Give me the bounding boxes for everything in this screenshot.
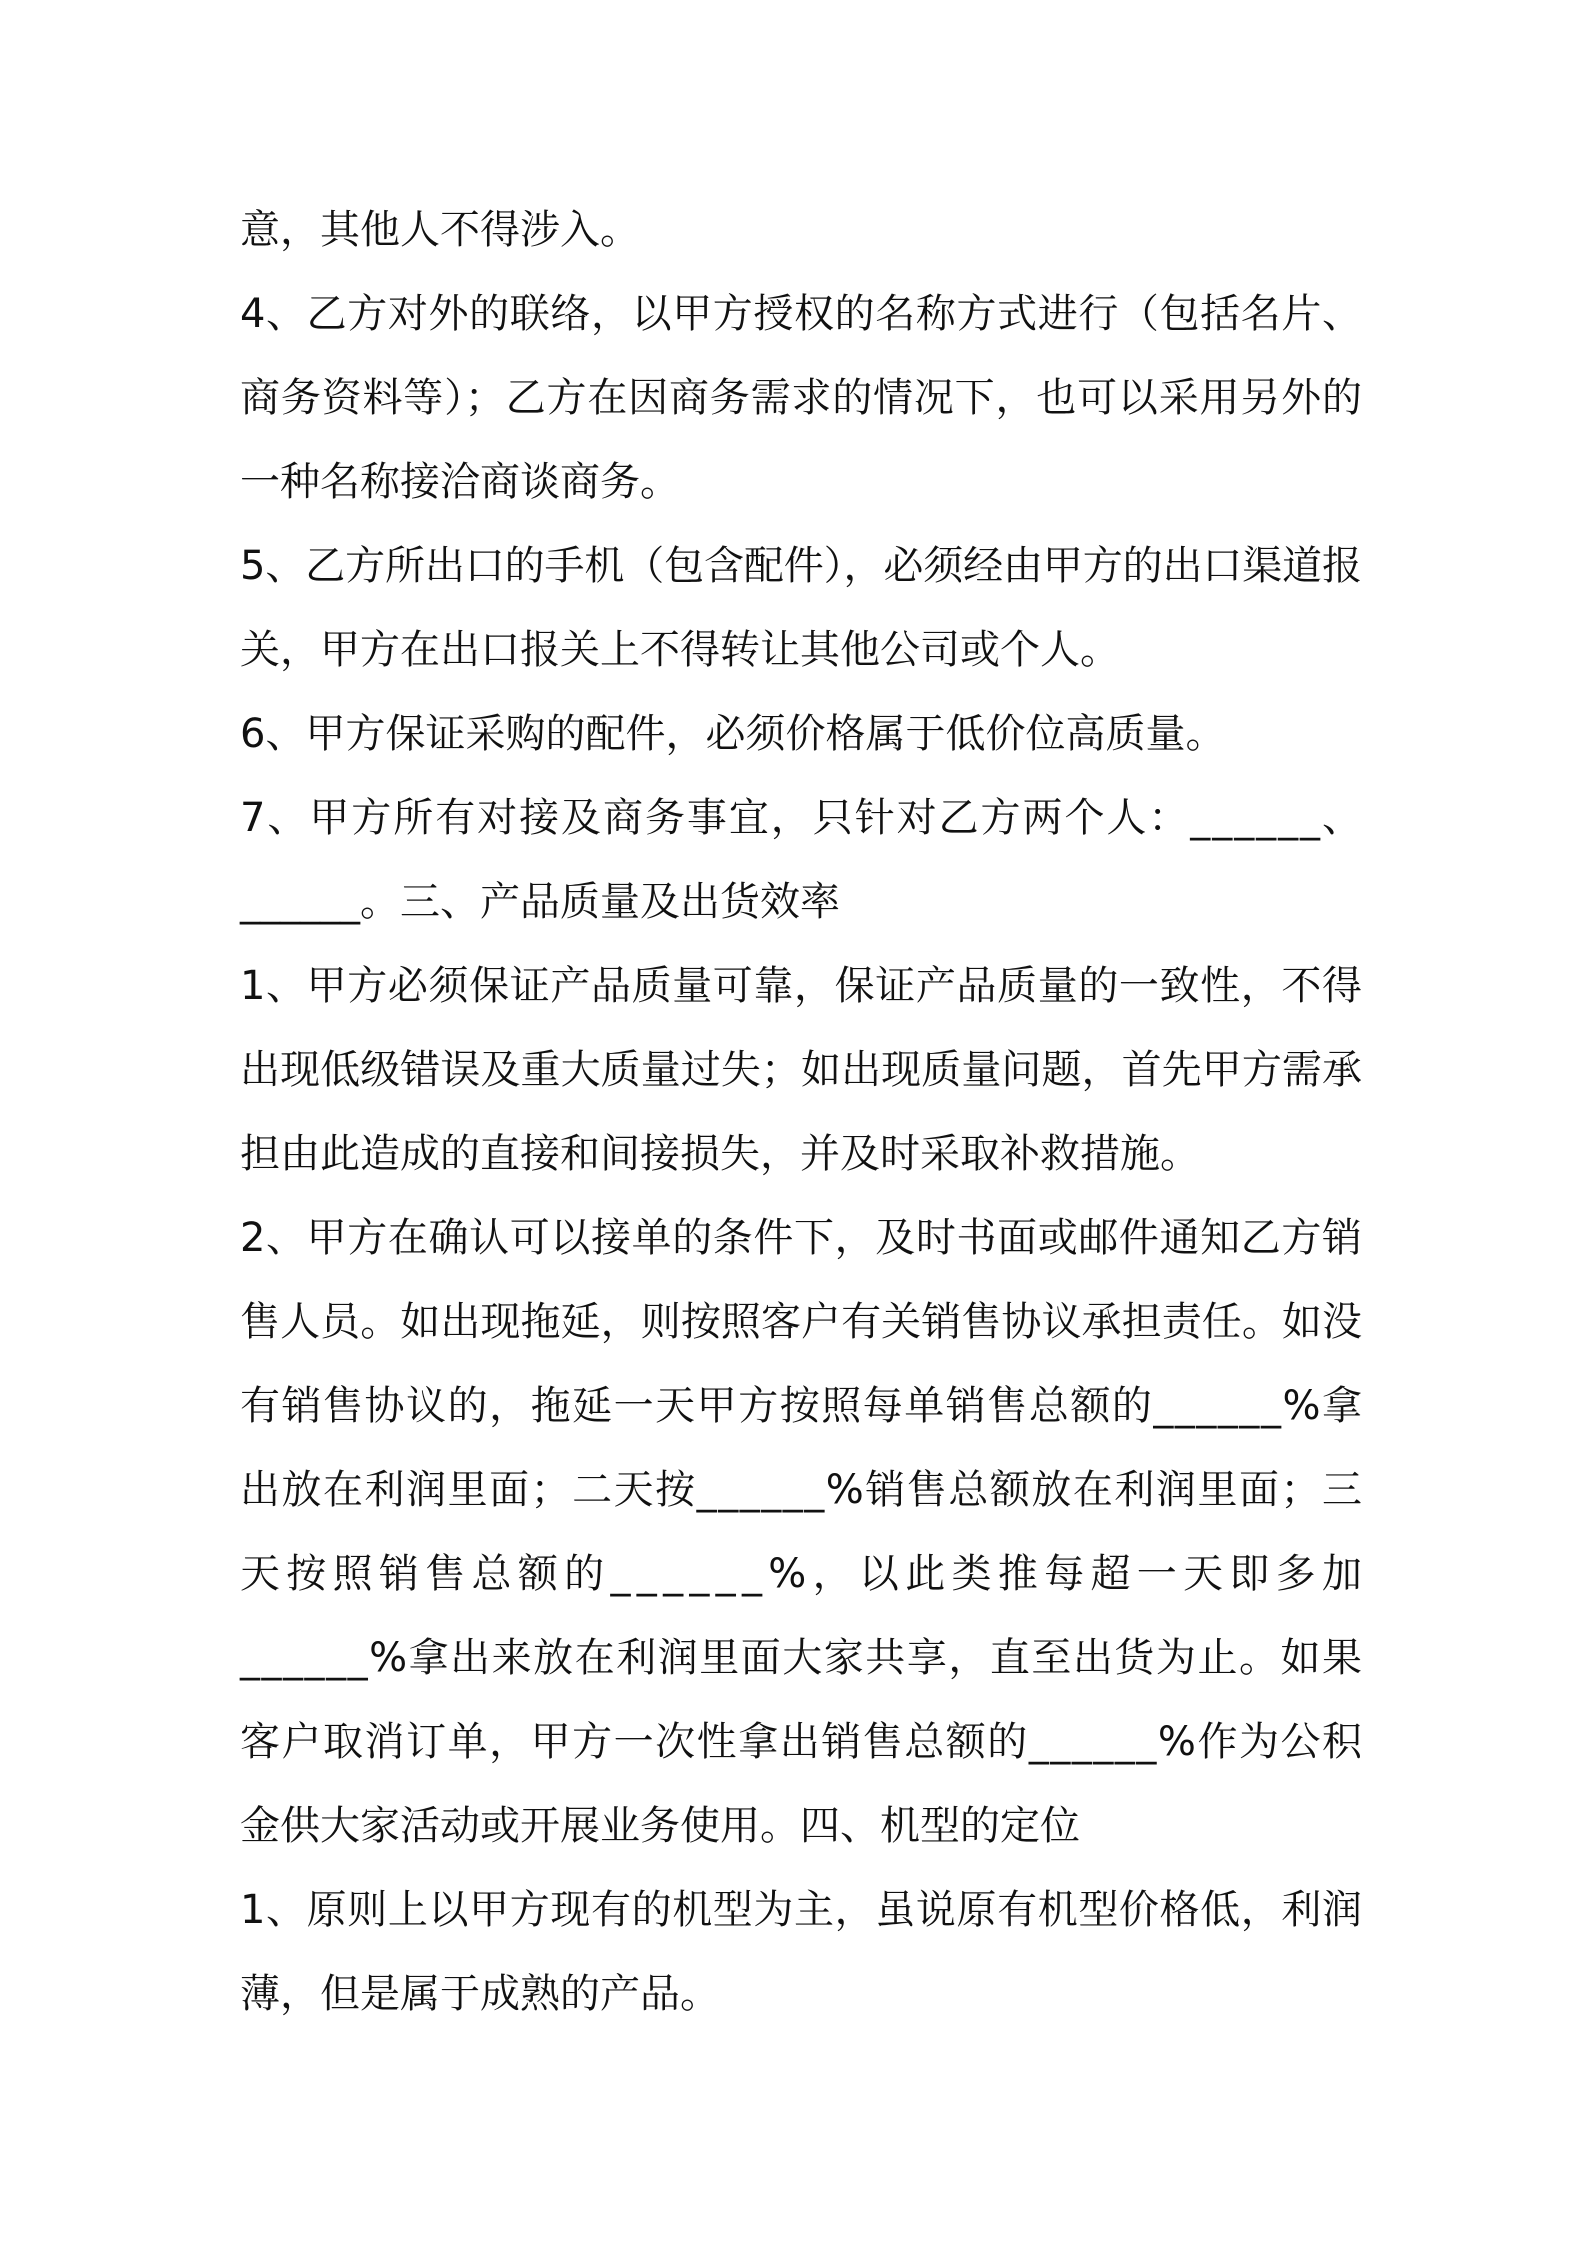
text-line: 1、原则上以甲方现有的机型为主，虽说原有机型价格低，利润 <box>240 1887 1363 1933</box>
text-line: 商务资料等）；乙方在因商务需求的情况下，也可以采用另外的 <box>240 375 1363 421</box>
text-line: 天按照销售总额的______%，以此类推每超一天即多加 <box>240 1551 1369 1597</box>
text-line: ______。三、产品质量及出货效率 <box>240 879 840 925</box>
text-line: 意，其他人不得涉入。 <box>240 207 640 253</box>
text-line: ______%拿出来放在利润里面大家共享，直至出货为止。如果 <box>240 1635 1364 1681</box>
text-line: 有销售协议的，拖延一天甲方按照每单销售总额的______%拿 <box>240 1383 1364 1429</box>
document-body <box>240 188 1369 2036</box>
text-line: 6、甲方保证采购的配件，必须价格属于低价位高质量。 <box>240 711 1226 757</box>
text-line: 金供大家活动或开展业务使用。四、机型的定位 <box>240 1803 1080 1849</box>
text-line: 薄，但是属于成熟的产品。 <box>240 1971 720 2017</box>
text-line: 出现低级错误及重大质量过失；如出现质量问题，首先甲方需承 <box>240 1047 1363 1093</box>
text-line: 关，甲方在出口报关上不得转让其他公司或个人。 <box>240 627 1120 673</box>
text-line: 一种名称接洽商谈商务。 <box>240 459 680 505</box>
text-line: 客户取消订单，甲方一次性拿出销售总额的______%作为公积 <box>240 1719 1364 1765</box>
text-line: 1、甲方必须保证产品质量可靠，保证产品质量的一致性，不得 <box>240 963 1363 1009</box>
text-line: 5、乙方所出口的手机（包含配件），必须经由甲方的出口渠道报 <box>240 543 1362 589</box>
text-line: 担由此造成的直接和间接损失，并及时采取补救措施。 <box>240 1131 1200 1177</box>
text-line: 2、甲方在确认可以接单的条件下，及时书面或邮件通知乙方销 <box>240 1215 1363 1261</box>
text-line: 售人员。如出现拖延，则按照客户有关销售协议承担责任。如没 <box>240 1299 1363 1345</box>
text-line: 4、乙方对外的联络，以甲方授权的名称方式进行（包括名片、 <box>240 291 1363 337</box>
text-line: 出放在利润里面；二天按______%销售总额放在利润里面；三 <box>240 1467 1364 1513</box>
text-line: 7、甲方所有对接及商务事宜，只针对乙方两个人：______、 <box>240 795 1364 841</box>
